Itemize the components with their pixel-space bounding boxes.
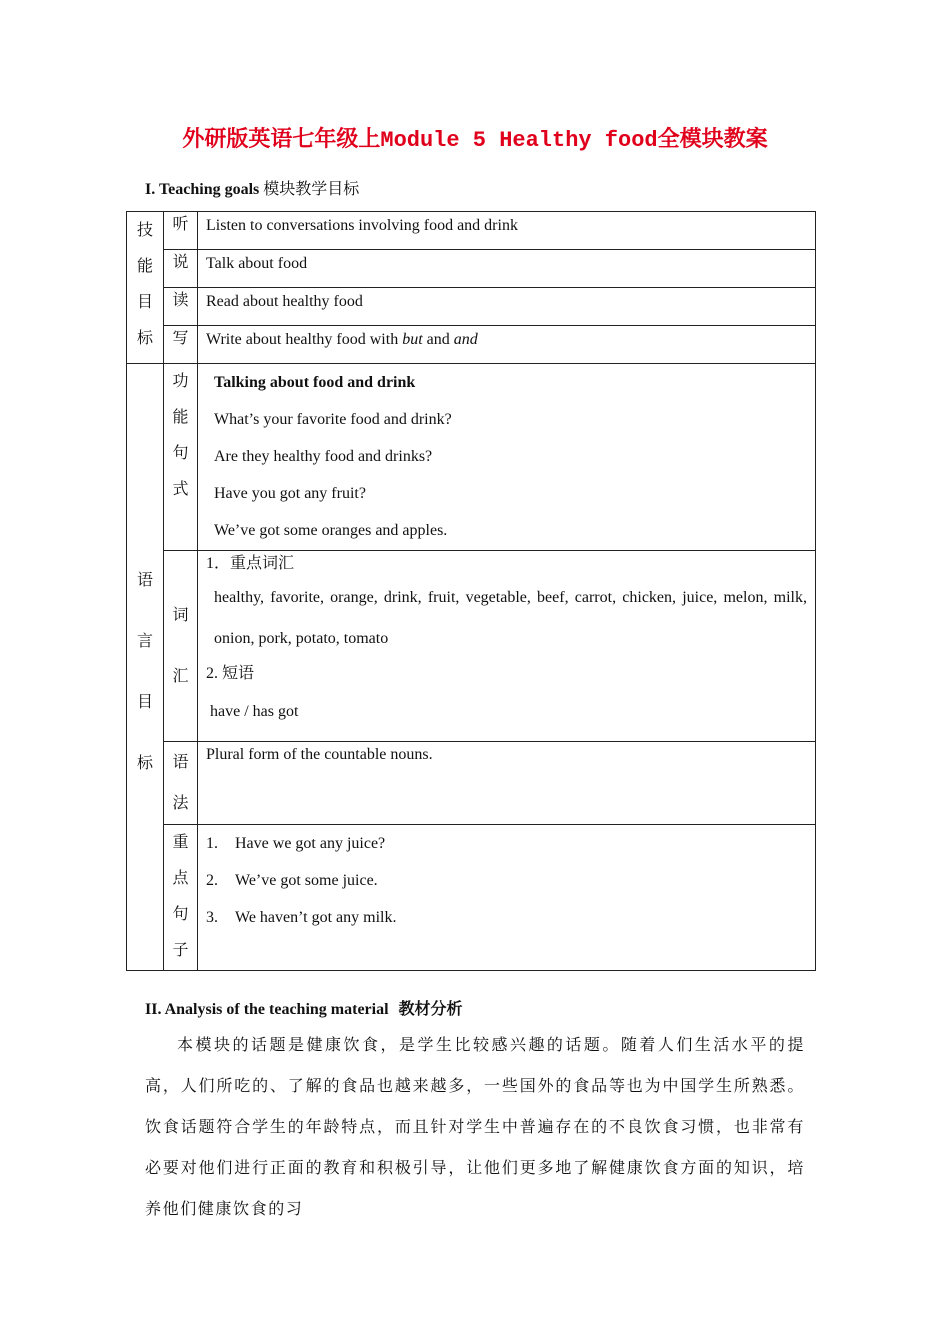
- section-heading-zh: 模块教学目标: [263, 181, 360, 198]
- list-item: 2. We’ve got some juice.: [206, 872, 378, 889]
- list-item: 1. Have we got any juice?: [206, 835, 386, 852]
- section-heading-zh: 教材分析: [398, 1001, 463, 1018]
- key-sentences-label: 重 点 句 子: [164, 825, 198, 971]
- skill-label-speak: 说: [164, 250, 198, 288]
- skills-group-label: 技 能 目 标: [127, 212, 164, 364]
- grammar-content: Plural form of the countable nouns.: [198, 742, 816, 825]
- section-heading-en: I. Teaching goals: [145, 181, 260, 198]
- skill-label-write: 写: [164, 326, 198, 364]
- skill-label-listen: 听: [164, 212, 198, 250]
- grammar-label: 语 法: [164, 742, 198, 825]
- language-group-label: 语 言 目 标: [127, 364, 164, 971]
- function-label: 功 能 句 式: [164, 364, 198, 551]
- skill-read: Read about healthy food: [198, 288, 816, 326]
- skill-write: Write about healthy food with but and and: [198, 326, 816, 364]
- list-item: 3. We haven’t got any milk.: [206, 909, 397, 926]
- function-sentences: Talking about food and drink What’s your favorite food and drink? Are they healthy food and drinks? Have you got any fruit? We’ve got some oranges and apples.: [198, 364, 816, 551]
- skill-speak: Talk about food: [198, 250, 816, 288]
- section-heading-goals: [145, 176, 359, 199]
- analysis-paragraph: 本模块的话题是健康饮食，是学生比较感兴趣的话题。随着人们生活水平的提高，人们所吃的、了解的食品也越来越多，一些国外的食品等也为中国学生所熟悉。饮食话题符合学生的年龄特点，而且针对学生中普遍存在的不良饮食习惯，也非常有必要对他们进行正面的教育和积极引导，让他们更多地了解健康饮食方面的知识，培养他们健康饮食的习: [145, 1035, 805, 1218]
- key-sentences: [198, 825, 816, 971]
- skill-label-read: 读: [164, 288, 198, 326]
- section-heading-analysis: [145, 996, 463, 1019]
- section-heading-en: II. Analysis of the teaching material: [145, 1001, 389, 1018]
- document-title: 外研版英语七年级上Module 5 Healthy food全模块教案: [182, 128, 768, 153]
- teaching-goals-table: [126, 211, 816, 971]
- skill-listen: Listen to conversations involving food and drink: [198, 212, 816, 250]
- vocab-label: 词 汇: [164, 551, 198, 742]
- vocab-content: 1．重点词汇 healthy, favorite, orange, drink, fruit, vegetable, beef, carrot, chicken, juice, melon, milk, onion, pork, potato, tomato 2. 短语 have / has got: [198, 551, 816, 742]
